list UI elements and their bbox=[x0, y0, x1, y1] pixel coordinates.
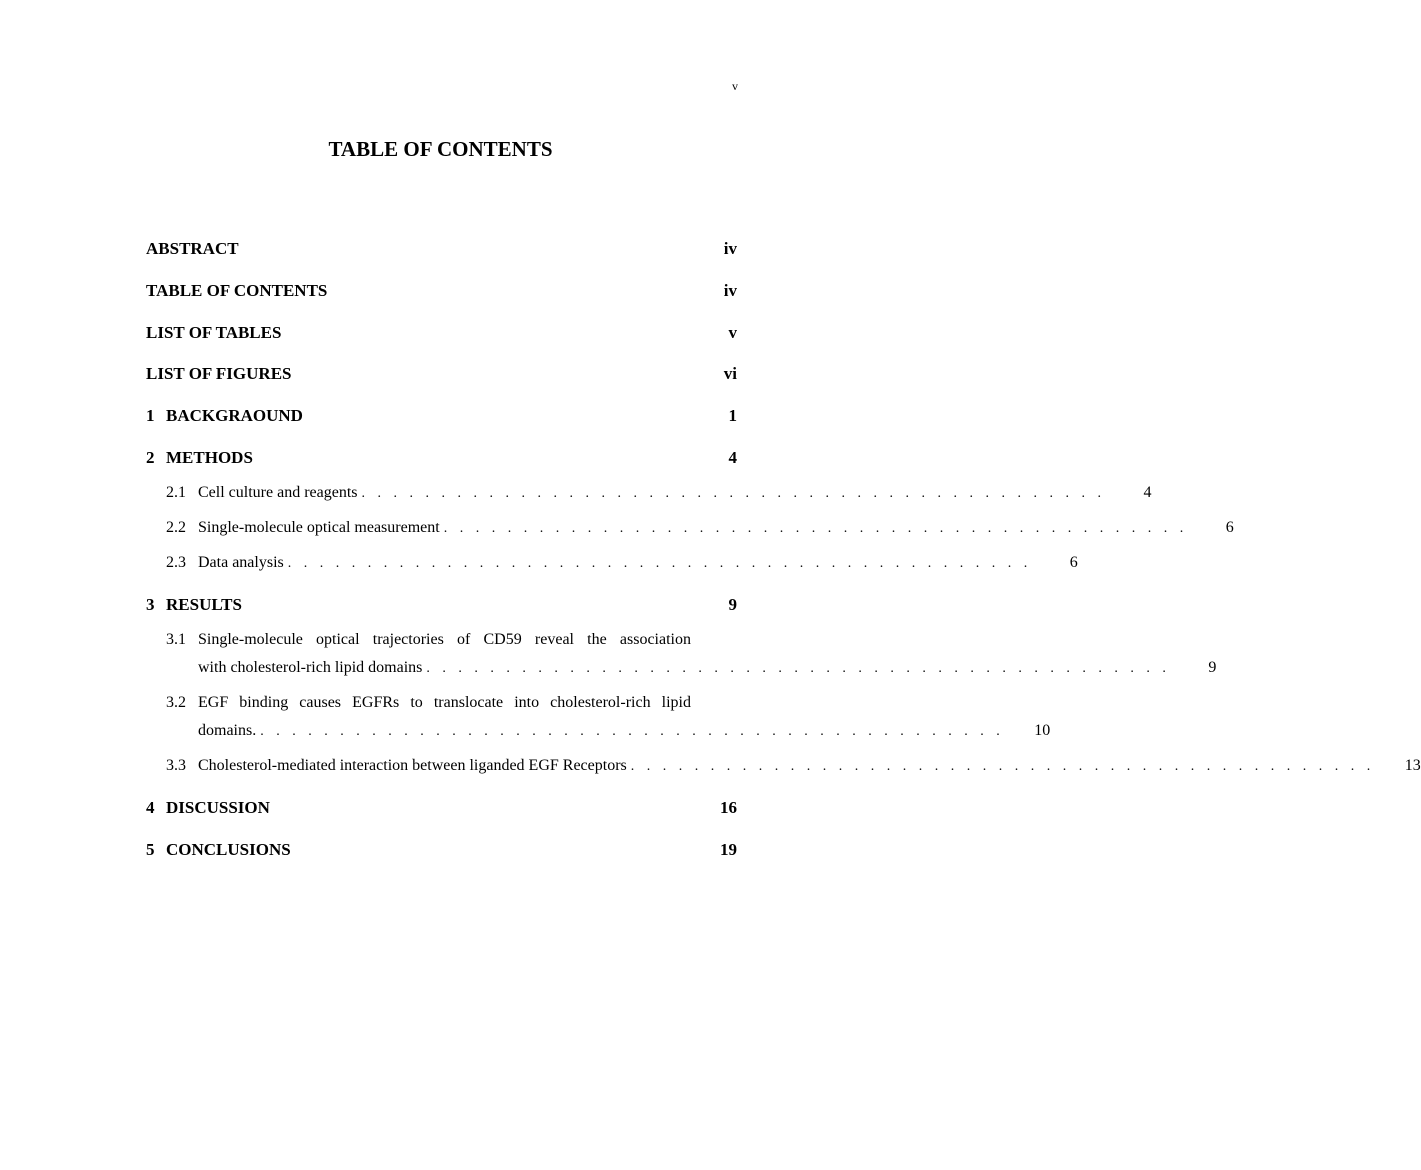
toc-section-number: 2.2 bbox=[166, 519, 186, 536]
toc-section-label: Data analysis bbox=[198, 553, 288, 573]
dot-leader: . . . . . . . . . . . . . . . . . . . . . . . . . . . . . . . . . . . . . . . . . . . . . . . bbox=[287, 556, 1032, 571]
toc-section-label: Cell culture and reagents bbox=[198, 483, 362, 503]
toc-section-page: 9 bbox=[1208, 659, 1217, 676]
toc-entry-chapter-5[interactable] bbox=[146, 840, 737, 860]
toc-entry-page: iv bbox=[723, 281, 737, 300]
toc-entry-label: CONCLUSIONS bbox=[166, 840, 291, 859]
toc-section-label: Cholesterol-mediated interaction between liganded EGF Receptors bbox=[198, 756, 631, 776]
toc-entry-number: 1 bbox=[146, 406, 155, 425]
toc-entry-number: 4 bbox=[146, 798, 155, 817]
toc-entry-label: ABSTRACT bbox=[146, 239, 239, 258]
toc-section-number: 3.3 bbox=[166, 757, 186, 774]
toc-entry-list-of-figures[interactable] bbox=[146, 364, 737, 384]
toc-entry-label: BACKGRAOUND bbox=[166, 406, 303, 425]
toc-entry-label: TABLE OF CONTENTS bbox=[146, 281, 328, 300]
toc-section-3-2[interactable] bbox=[166, 693, 1051, 742]
toc-section-page: 13 bbox=[1404, 757, 1421, 774]
toc-section-page: 4 bbox=[1143, 484, 1152, 501]
toc-entry-table-of-contents[interactable] bbox=[146, 281, 737, 301]
toc-entry-page: v bbox=[728, 323, 737, 342]
dot-leader: . . . . . . . . . . . . . . . . . . . . . . . . . . . . . . . . . . . . . . . . . . . . . . . bbox=[630, 759, 1375, 774]
toc-section-number: 3.1 bbox=[166, 631, 186, 648]
toc-entry-page: 19 bbox=[720, 840, 737, 859]
toc-section-number: 2.3 bbox=[166, 554, 186, 571]
toc-entry-page: 16 bbox=[720, 798, 737, 817]
toc-section-page: 10 bbox=[1034, 722, 1051, 739]
toc-section-label-line1: EGF binding causes EGFRs to translocate into cholesterol-rich lipid bbox=[198, 694, 691, 711]
toc-section-3-1[interactable] bbox=[166, 630, 1217, 679]
dot-leader: . . . . . . . . . . . . . . . . . . . . . . . . . . . . . . . . . . . . . . . . . . . . . . . bbox=[443, 521, 1188, 536]
toc-section-label: Single-molecule optical measurement bbox=[198, 518, 444, 538]
toc-entry-label: LIST OF FIGURES bbox=[146, 364, 292, 383]
toc-entry-abstract[interactable] bbox=[146, 239, 737, 259]
toc-section-3-3[interactable] bbox=[166, 756, 1421, 777]
dot-leader: . . . . . . . . . . . . . . . . . . . . . . . . . . . . . . . . . . . . . . . . . . . . . . . bbox=[260, 724, 1005, 739]
toc-entry-chapter-1[interactable] bbox=[146, 406, 737, 426]
toc-section-label-line2: with cholesterol-rich lipid domains bbox=[198, 658, 426, 678]
toc-entry-label: LIST OF TABLES bbox=[146, 323, 282, 342]
toc-entry-label: METHODS bbox=[166, 448, 253, 467]
toc-entry-list-of-tables[interactable] bbox=[146, 323, 737, 343]
toc-entry-number: 2 bbox=[146, 448, 155, 467]
toc-entry-page: 4 bbox=[728, 448, 737, 467]
dot-leader: . . . . . . . . . . . . . . . . . . . . . . . . . . . . . . . . . . . . . . . . . . . . . . . bbox=[426, 661, 1171, 676]
toc-entry-chapter-2[interactable] bbox=[146, 448, 737, 468]
toc-section-number: 2.1 bbox=[166, 484, 186, 501]
toc-entry-page: 1 bbox=[728, 406, 737, 425]
toc-section-label-line2: domains. bbox=[198, 721, 260, 741]
page-title: TABLE OF CONTENTS bbox=[328, 137, 553, 161]
toc-section-page: 6 bbox=[1225, 519, 1234, 536]
toc-entry-number: 3 bbox=[146, 595, 155, 614]
page-number: v bbox=[732, 79, 738, 93]
toc-section-2-1[interactable] bbox=[166, 483, 1152, 504]
toc-section-page: 6 bbox=[1069, 554, 1078, 571]
toc-section-label-line1: Single-molecule optical trajectories of CD59 reveal the association bbox=[198, 631, 691, 648]
toc-entry-chapter-4[interactable] bbox=[146, 798, 737, 818]
toc-entry-page: iv bbox=[723, 239, 737, 258]
toc-entry-page: vi bbox=[723, 364, 737, 383]
toc-entry-label: RESULTS bbox=[166, 595, 242, 614]
toc-section-2-2[interactable] bbox=[166, 518, 1234, 539]
toc-entry-chapter-3[interactable] bbox=[146, 595, 737, 615]
toc-section-2-3[interactable] bbox=[166, 553, 1078, 574]
toc-section-number: 3.2 bbox=[166, 694, 186, 711]
toc-entry-page: 9 bbox=[728, 595, 737, 614]
toc-entry-number: 5 bbox=[146, 840, 155, 859]
toc-entry-label: DISCUSSION bbox=[166, 798, 270, 817]
dot-leader: . . . . . . . . . . . . . . . . . . . . . . . . . . . . . . . . . . . . . . . . . . . . . . . bbox=[361, 486, 1106, 501]
